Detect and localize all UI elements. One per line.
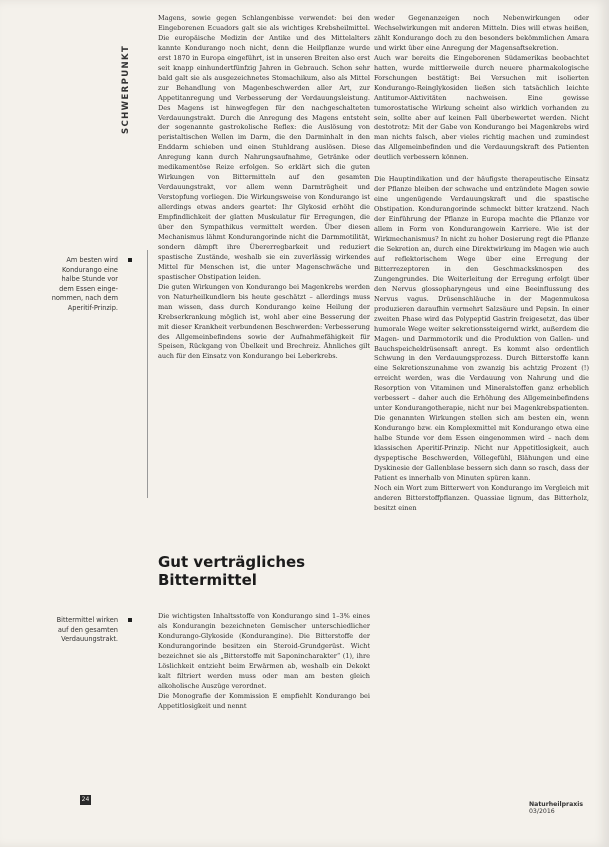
column-1-lower [158,612,370,812]
paragraph: Magens, sowie gegen Schlangenbisse verwendet: bei den Eingeborenen Ecuadors galt sie als wichtiges Krebsheilmittel. Die europäische Medizin der Antike und des Mittelalters kannte Kondurango noch nicht, denn die Heilpflanze wurde erst 1870 in Europa eingeführt, ist in unseren Breiten also erst seit knapp einhundertfünfzig Jahren in Gebrauch. Schon sehr bald galt sie als ausgezeichnetes Stomachikum, also als Mittel zur Behandlung von Magenbeschwerden aller Art, zur Appetitanregung und Verbesserung der Verdauungsleistung. Des Magens ist hinwegfegen für den nachgeschalteten Verdauungstrakt. Durch die Anregung des Magens entsteht der sogenannte gastrokolische Reflex: die Auslösung von peristaltischen Wellen im Darm, die den Darminhalt in den Enddarm schieben und einen Stuhldrang auslösen. Diese Anregung kann durch Nahrungsaufnahme, Getränke oder medikamentöse Reize erfolgen. So erklärt sich die guten Wirkungen von Bittermitteln auf den gesamten Verdauungstrakt, vor allem wenn Darmträgheit und Verstopfung vorliegen. Die Wirkungsweise von Kondurango ist allerdings etwas anders geartet: Ihr Glykosid erhöht die Empfindlichkeit der glatten Muskulatur für Erregungen, die über den Sympathikus vermittelt werden. Über diesen Mechanismus lähmt Kondurangorinde nicht die Darmmotilität, sondern dämpft ihre Übererregbarkeit und reduziert spastische Zustände, weshalb sie ein zuverlässig wirkendes Mittel für Menschen ist, die unter Magenschwäche und spastischer Obstipation leiden. [158,14,370,281]
column-1-upper [158,14,370,518]
journal-name: Naturheilpraxis [529,801,584,808]
paragraph: Die Hauptindikation und der häufigste therapeutische Einsatz der Pflanze bleiben der schwache und entzündete Magen sowie eine ungenügende Verdauungskraft und die spastische Obstipation. Kondurangorinde schmeckt bitter kratzend. Nach der Einführung der Pflanze in Europa machte die Pflanze vor allem in Form von Kondurangowein Karriere. Wie ist der Wirkmechanismus? In nicht zu hoher Dosierung regt die Pflanze die Sekretion an, durch eine Direktwirkung im Magen wie auch auf reflektorischem Wege über eine Erregung der Bitterrezeptoren in den Geschmacksknospen des Zungengrundes. Die Weiterleitung der Erregung erfolgt über den Nervus glossopharyngeus und eine Beeinflussung des Nervus vagus. Drüsenschläuche in der Magenmukosa produzieren daraufhin vermehrt Salzsäure und Pepsin. In einer zweiten Phase wird das Polypeptid Gastrin freigesetzt, das über humorale Wege weiter sekretionssteigernd wirkt, außerdem die Magen- und Darmmotorik und die Produktion von Gallen- und Bauchspeicheldrüsensaft anregt. Es kommt also ordentlich Schwung in den Verdauungsprozess. Durch Bitterstoffe kann eine Sekretionszunahme von zwanzig bis achtzig Prozent (!) erreicht werden, was die Verdauung von Nahrung und die Resorption von Vitaminen und Mineralstoffen ganz erheblich verbessert – daher auch die Erhöhung des Allgemeinbefindens unter Kondurangotherapie, nicht nur bei Magenkrebspatienten. Die genannten Wirkungen stellen sich am besten ein, wenn Kondurango bzw. ein Komplexmittel mit Kondurango etwa eine halbe Stunde vor dem Essen eingenommen wird – nach dem klassischen Aperitif-Prinzip. Nicht nur Appetitlosigkeit, auch dyspeptische Beschwerden, Völlegefühl, Blähungen und eine Dyskinesie der Gallenblase bessern sich dann so rasch, dass der Patient es innerhalb von Minuten spüren kann. [374,175,589,482]
margin-note-marker [128,618,132,622]
page-number: 24 [81,796,90,803]
paragraph: weder Gegenanzeigen noch Nebenwirkungen oder Wechselwirkungen mit anderen Mitteln. Dies will etwas heißen, zählt Kondurango doch zu den besonders bekömmlichen Amara und wirkt über eine Anregung der Magensaftsekretion. [374,14,589,52]
footer-journal [529,801,609,815]
paragraph: Die Monografie der Kommission E empfiehlt Kondurango bei Appetitlosigkeit und nennt [158,691,370,710]
paragraph: Die wichtigsten Inhaltsstoffe von Kondurango sind 1–3% eines als Kondurangin bezeichneten Gemischer unterschiedlicher Kondurango-Glykoside (Kondurangine). Die Bitterstoffe der Kondurangorinde besitzen ein Steroid-Grundgerüst. Wicht bezeichnet sie als „Bitterstoffe mit Saponincharakter“ (1), ihre Löslichkeit entzieht beim Erwärmen ab, weshalb ein Dekokt kalt filtriert werden muss oder man am besten gleich alkoholische Auszüge verordnet. [158,612,370,690]
paragraph: Die guten Wirkungen von Kondurango bei Magenkrebs werden von Naturheilkundlern bis heute geschätzt – allerdings muss man wissen, dass durch Kondurango keine Heilung der Krebserkrankung möglich ist, wohl aber eine Besserung der mit dieser Krankheit verbundenen Beschwerden: Verbesserung des Allgemeinbefindens sowie der Aufnahmefähigkeit für Speisen, Rückgang von Übelkeit und Brechreiz. Ähnliches gilt auch für den Einsatz von Kondurango bei Leberkrebs. [158,282,370,361]
margin-note-aperitif: Am besten wird Kondurango eine halbe Stunde vor dem Essen einge-nommen, nach dem Aperitif-Prinzip. [51,256,118,312]
journal-issue: 03/2016 [529,808,555,815]
margin-rule [147,250,148,498]
margin-note-marker [128,258,132,262]
paragraph-gap [374,163,589,175]
column-2 [374,14,589,784]
section-label: SCHWERPUNKT [121,44,131,134]
paragraph: Auch war bereits die Eingeborenen Südamerikas beobachtet hatten, wurde mittlerweile durch neuere pharmakologische Forschungen bestätigt: Bei Versuchen mit isolierten Kondurango-Reinglykosiden ließen sich tatsächlich leichte Antitumor-Aktivitäten nachweisen. Eine gewisse tumorostatische Wirkung scheint also wirklich vorhanden zu sein, sollte aber auf keinen Fall überbewertet werden. Nicht destotrotz: Mit der Gabe von Kondurango bei Magenkrebs wird man nichts falsch, aber vieles richtig machen und zumindest das Allgemeinbefinden und die Verdauungskraft des Patienten deutlich verbessern können. [374,53,589,162]
margin-note-bittermittel: Bittermittel wirken auf den gesamten Verdauungstrakt. [56,616,118,643]
section-heading: Gut verträgliches Bittermittel [158,553,306,589]
paragraph: Noch ein Wort zum Bitterwert von Kondurango im Vergleich mit anderen Bitterstoffpflanzen. Quassiae lignum, das Bitterholz, besitzt einen [374,483,589,512]
